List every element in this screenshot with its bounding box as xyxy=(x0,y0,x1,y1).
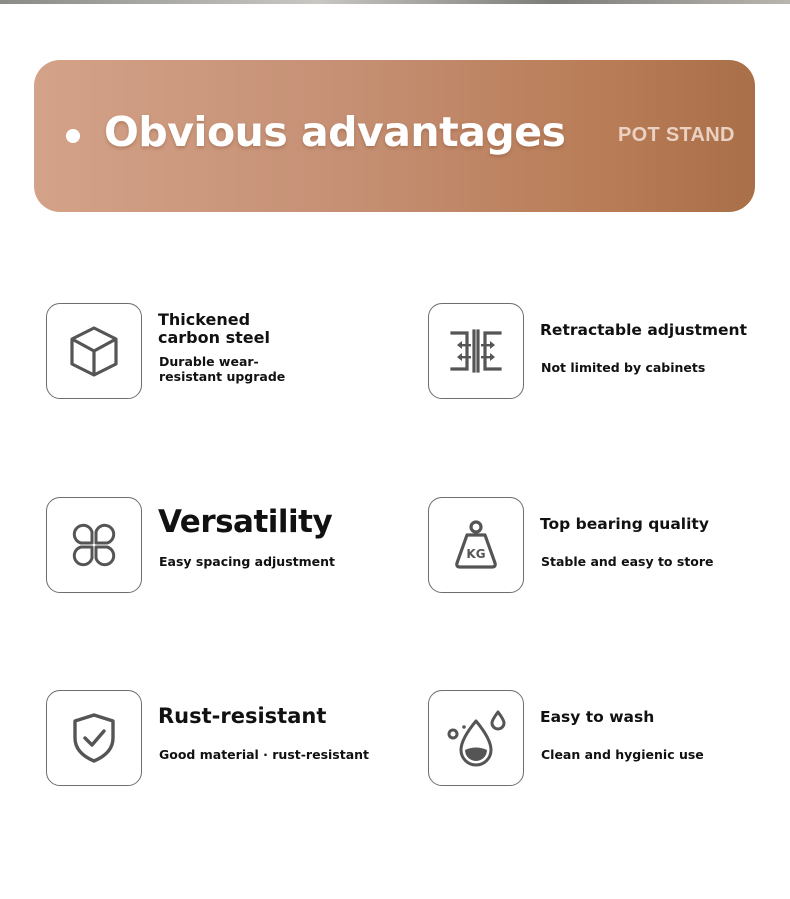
feature-retractable xyxy=(428,303,778,399)
feature-thickened-steel xyxy=(46,303,396,399)
feature-title: Rust-resistant xyxy=(158,704,327,728)
bullet-dot xyxy=(66,129,80,143)
feature-bearing-quality xyxy=(428,497,778,593)
cube-icon xyxy=(68,324,120,378)
feature-title: Thickened xyxy=(158,310,251,329)
feature-title: carbon steel xyxy=(158,328,270,347)
retractable-arrows-icon xyxy=(449,328,503,374)
feature-title: Top bearing quality xyxy=(540,515,709,533)
feature-title: Easy to wash xyxy=(540,708,655,726)
feature-icon-box xyxy=(46,690,142,786)
feature-description: Stable and easy to store xyxy=(541,554,714,569)
feature-description: Clean and hygienic use xyxy=(541,747,704,762)
kg-label: KG xyxy=(466,547,486,561)
feature-description: Not limited by cabinets xyxy=(541,360,706,375)
feature-icon-box xyxy=(428,497,524,593)
feature-versatility xyxy=(46,497,396,593)
feature-easy-wash xyxy=(428,690,778,786)
banner-title: Obvious advantages xyxy=(104,108,566,156)
feature-title: Versatility xyxy=(158,504,333,540)
feature-icon-box xyxy=(428,690,524,786)
feature-icon-box xyxy=(428,303,524,399)
feature-icon-box xyxy=(46,303,142,399)
kg-weight-icon xyxy=(451,519,501,571)
feature-icon-box xyxy=(46,497,142,593)
clover-icon xyxy=(69,520,119,570)
feature-title: Retractable adjustment xyxy=(540,321,747,339)
top-decorative-strip xyxy=(0,0,790,4)
banner-subtitle: POT STAND xyxy=(618,124,735,146)
feature-description: Good material · rust-resistant xyxy=(159,747,370,762)
shield-check-icon xyxy=(71,712,117,764)
feature-description: Easy spacing adjustment xyxy=(159,554,335,569)
feature-rust-resistant xyxy=(46,690,396,786)
feature-description: Durable wear-resistant upgrade xyxy=(159,354,286,384)
water-drop-icon xyxy=(446,707,506,769)
